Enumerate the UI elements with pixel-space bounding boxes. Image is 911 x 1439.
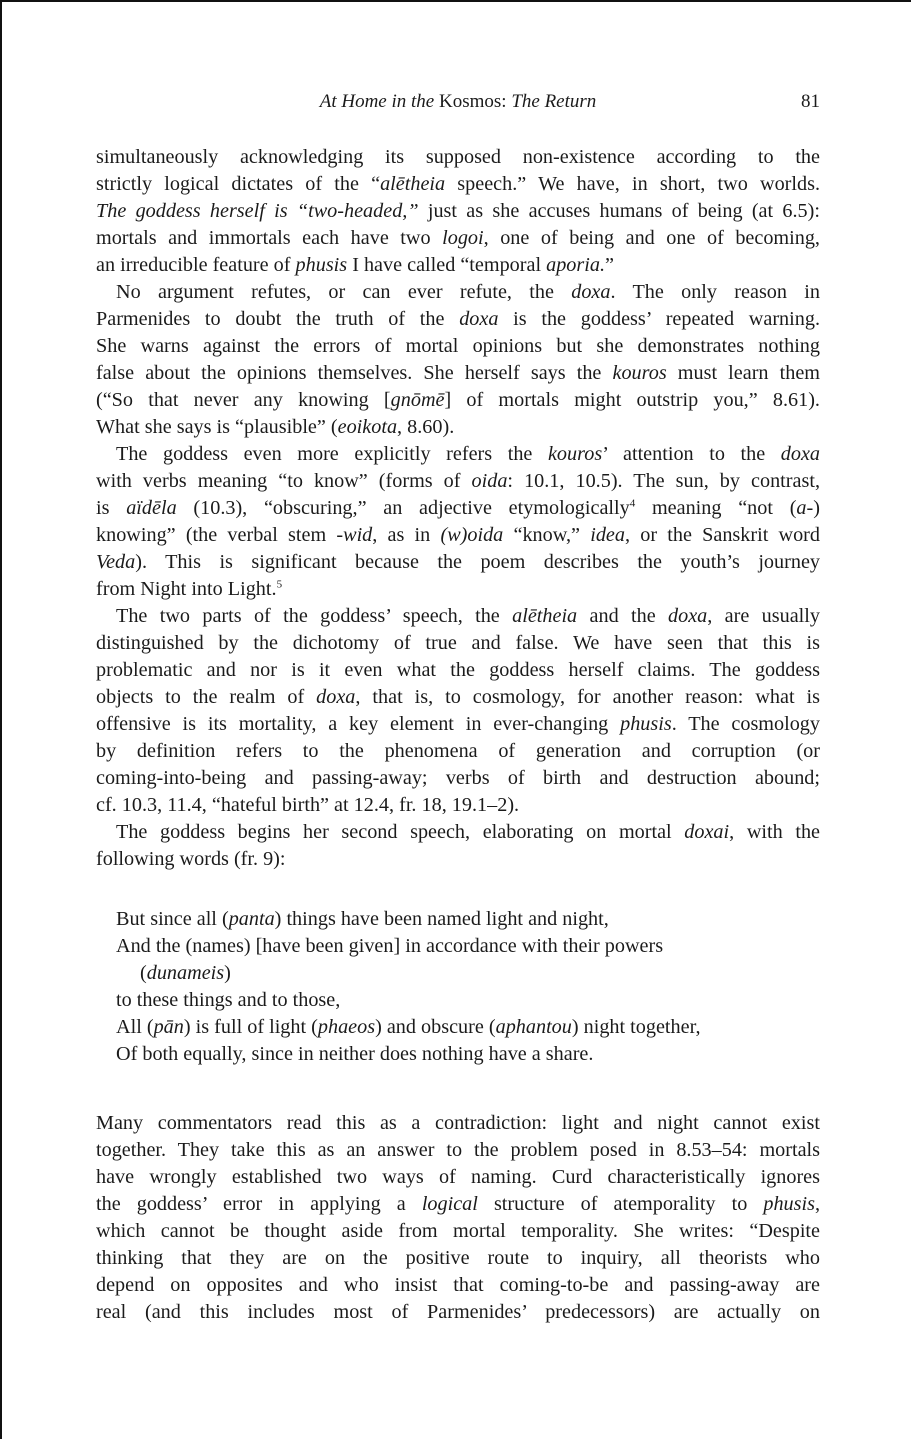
text-run: , or the Sanskrit word — [624, 524, 820, 546]
text-line — [96, 684, 820, 711]
italic-term: gnōmē — [390, 389, 445, 411]
text-run: ( — [140, 962, 147, 984]
italic-term: doxa — [316, 686, 356, 708]
italic-term: oida — [471, 470, 508, 492]
text-run: objects to the realm of — [96, 686, 317, 708]
italic-term: pān — [153, 1016, 184, 1038]
text-line — [96, 576, 820, 603]
text-line — [96, 306, 820, 333]
text-line — [96, 333, 820, 360]
italic-term: alētheia — [380, 173, 446, 195]
text-line — [96, 522, 820, 549]
italic-term: kouros — [547, 443, 603, 465]
italic-term: doxa — [780, 443, 820, 465]
page-number: 81 — [801, 91, 820, 112]
text-run: an irreducible feature of — [96, 254, 296, 276]
text-run: , — [814, 1193, 820, 1215]
text-run: ] of mortals might outstrip you,” 8.61). — [444, 389, 820, 411]
italic-term: panta — [228, 908, 275, 930]
text-line — [96, 1299, 820, 1326]
text-run: ” — [605, 254, 614, 276]
text-run: is — [96, 497, 127, 519]
italic-term: aphantou — [495, 1016, 572, 1038]
italic-term: logical — [421, 1193, 478, 1215]
italic-term: -wid — [336, 524, 373, 546]
running-title-part: The Return — [511, 91, 597, 112]
text-run: She warns against the errors of mortal opinions but she demonstrates nothing — [96, 335, 820, 357]
italic-term: alētheia — [512, 605, 578, 627]
text-run: . The cosmology — [671, 713, 820, 735]
text-run: strictly logical dictates of the “ — [96, 173, 381, 195]
footnote-ref: 4 — [629, 497, 636, 510]
text-run: All ( — [116, 1016, 154, 1038]
text-line — [96, 630, 820, 657]
text-run: (10.3), “obscuring,” an adjective etymologically — [176, 497, 630, 519]
text-run: “know,” — [503, 524, 591, 546]
text-run: Many commentators read this as a contradiction: light and night cannot exist — [96, 1112, 820, 1134]
italic-term: aporia. — [546, 254, 605, 276]
text-run: speech.” We have, in short, two worlds. — [445, 173, 820, 195]
italic-term: doxa — [571, 281, 611, 303]
text-line — [96, 360, 820, 387]
text-line — [96, 414, 820, 441]
text-line — [96, 711, 820, 738]
text-run: Of both equally, since in neither does nothing have a share. — [116, 1043, 594, 1065]
text-run: ’ attention to the — [602, 443, 781, 465]
text-line — [96, 1191, 820, 1218]
running-title-part: : — [501, 91, 512, 112]
text-line — [96, 441, 820, 468]
text-run: and the — [577, 605, 669, 627]
text-line — [96, 468, 820, 495]
text-line — [96, 738, 820, 765]
text-run: ) night together, — [571, 1016, 701, 1038]
text-run: structure of atemporality to — [477, 1193, 764, 1215]
text-line — [96, 171, 820, 198]
text-run: offensive is its mortality, a key element in ever-changing — [96, 713, 621, 735]
text-line — [96, 387, 820, 414]
text-run: meaning “not ( — [635, 497, 797, 519]
italic-term: a- — [796, 497, 814, 519]
text-line — [96, 1164, 820, 1191]
running-title — [96, 88, 820, 116]
text-run: But since all ( — [116, 908, 229, 930]
text-line — [96, 1137, 820, 1164]
text-line — [96, 819, 820, 846]
running-title-part: At Home in the — [319, 91, 439, 112]
text-run: What she says is “plausible” ( — [96, 416, 338, 438]
italic-term: logoi — [442, 227, 484, 249]
text-run: to these things and to those, — [116, 989, 341, 1011]
text-run: just as she accuses humans of being (at 6.5): — [418, 200, 820, 222]
text-line — [96, 225, 820, 252]
text-run: following words (fr. 9): — [96, 848, 286, 870]
italic-term: doxai — [684, 821, 730, 843]
text-run: cf. 10.3, 11.4, “hateful birth” at 12.4, fr. 18, 19.1–2). — [96, 794, 520, 816]
text-run: ) — [224, 962, 231, 984]
verse-line — [116, 1014, 701, 1041]
text-run: real (and this includes most of Parmenides’ predecessors) are actually on — [96, 1301, 820, 1323]
italic-term: phusis — [620, 713, 672, 735]
text-run: the goddess’ error in applying a — [96, 1193, 422, 1215]
text-line — [96, 1245, 820, 1272]
text-run: thinking that they are on the positive route to inquiry, all theorists who — [96, 1247, 820, 1269]
text-run: I have called “temporal — [347, 254, 547, 276]
text-run: depend on opposites and who insist that coming-to-be and passing-away are — [96, 1274, 820, 1296]
italic-term: idea — [590, 524, 625, 546]
text-line — [96, 144, 820, 171]
verse-line — [116, 987, 340, 1014]
text-line — [96, 198, 820, 225]
text-run: The goddess even more explicitly refers the — [116, 443, 548, 465]
verse-line — [140, 960, 231, 987]
text-run: ) is full of light ( — [183, 1016, 318, 1038]
text-line — [96, 765, 820, 792]
text-run: have wrongly established two ways of naming. Curd characteristically ignores — [96, 1166, 820, 1188]
running-head — [96, 88, 820, 116]
text-run: No argument refutes, or can ever refute, the — [116, 281, 572, 303]
text-run: simultaneously acknowledging its supposed non-existence according to the — [96, 146, 820, 168]
text-line — [96, 1110, 820, 1137]
text-run: The goddess begins her second speech, elaborating on mortal — [116, 821, 685, 843]
italic-term: phaeos — [317, 1016, 376, 1038]
text-run: knowing” (the verbal stem — [96, 524, 337, 546]
text-line — [96, 252, 820, 279]
italic-term: Veda — [96, 551, 136, 573]
text-run: which cannot be thought aside from mortal temporality. She writes: “Despite — [96, 1220, 820, 1242]
text-run: (“So that never any knowing [ — [96, 389, 391, 411]
italic-term: dunameis — [146, 962, 225, 984]
text-run: from Night into Light. — [96, 578, 277, 600]
text-run: , one of being and one of becoming, — [483, 227, 820, 249]
text-run: The two parts of the goddess’ speech, the — [116, 605, 513, 627]
italic-term: doxa — [459, 308, 499, 330]
text-run: , are usually — [707, 605, 820, 627]
text-run: ) — [813, 497, 820, 519]
italic-term: The goddess herself is “two-headed,” — [96, 200, 419, 222]
text-run: mortals and immortals each have two — [96, 227, 443, 249]
text-run: And the (names) [have been given] in accordance with their powers — [116, 935, 664, 957]
text-run: must learn them — [666, 362, 820, 384]
text-line — [96, 792, 820, 819]
text-run: , that is, to cosmology, for another reason: what is — [355, 686, 820, 708]
text-run: ) and obscure ( — [375, 1016, 496, 1038]
page-border-top — [0, 0, 911, 2]
text-line — [96, 549, 820, 576]
text-run: , with the — [729, 821, 820, 843]
italic-term: phusis — [295, 254, 348, 276]
text-run: distinguished by the dichotomy of true and false. We have seen that this is — [96, 632, 820, 654]
italic-term: doxa — [668, 605, 708, 627]
text-run: coming-into-being and passing-away; verbs of birth and destruction abound; — [96, 767, 820, 789]
page-border-left — [0, 0, 2, 1439]
text-run: : 10.1, 10.5). The sun, by contrast, — [507, 470, 820, 492]
running-title-part: Kosmos — [438, 91, 502, 112]
text-line — [96, 495, 820, 522]
text-line — [96, 279, 820, 306]
italic-term: (w)oida — [440, 524, 504, 546]
text-run: ). This is significant because the poem describes the youth’s journey — [135, 551, 820, 573]
verse-line — [116, 906, 609, 933]
text-run: Parmenides to doubt the truth of the — [96, 308, 460, 330]
footnote-ref: 5 — [276, 578, 283, 591]
text-line — [96, 1272, 820, 1299]
text-line — [96, 846, 820, 873]
text-run: is the goddess’ repeated warning. — [498, 308, 820, 330]
text-line — [96, 1218, 820, 1245]
verse-line — [116, 1041, 593, 1068]
text-run: false about the opinions themselves. She herself says the — [96, 362, 613, 384]
text-run: problematic and nor is it even what the goddess herself claims. The goddess — [96, 659, 820, 681]
text-run: together. They take this as an answer to the problem posed in 8.53–54: mortals — [96, 1139, 820, 1161]
italic-term: phusis — [763, 1193, 815, 1215]
text-run: , as in — [372, 524, 441, 546]
text-line — [96, 603, 820, 630]
text-line — [96, 657, 820, 684]
italic-term: aïdēla — [126, 497, 177, 519]
italic-term: eoikota — [337, 416, 398, 438]
text-run: with verbs meaning “to know” (forms of — [96, 470, 472, 492]
text-run: , 8.60). — [397, 416, 455, 438]
text-run: . The only reason in — [610, 281, 820, 303]
text-run: by definition refers to the phenomena of generation and corruption (or — [96, 740, 820, 762]
italic-term: kouros — [612, 362, 667, 384]
text-run: ) things have been named light and night, — [274, 908, 609, 930]
verse-line — [116, 933, 663, 960]
